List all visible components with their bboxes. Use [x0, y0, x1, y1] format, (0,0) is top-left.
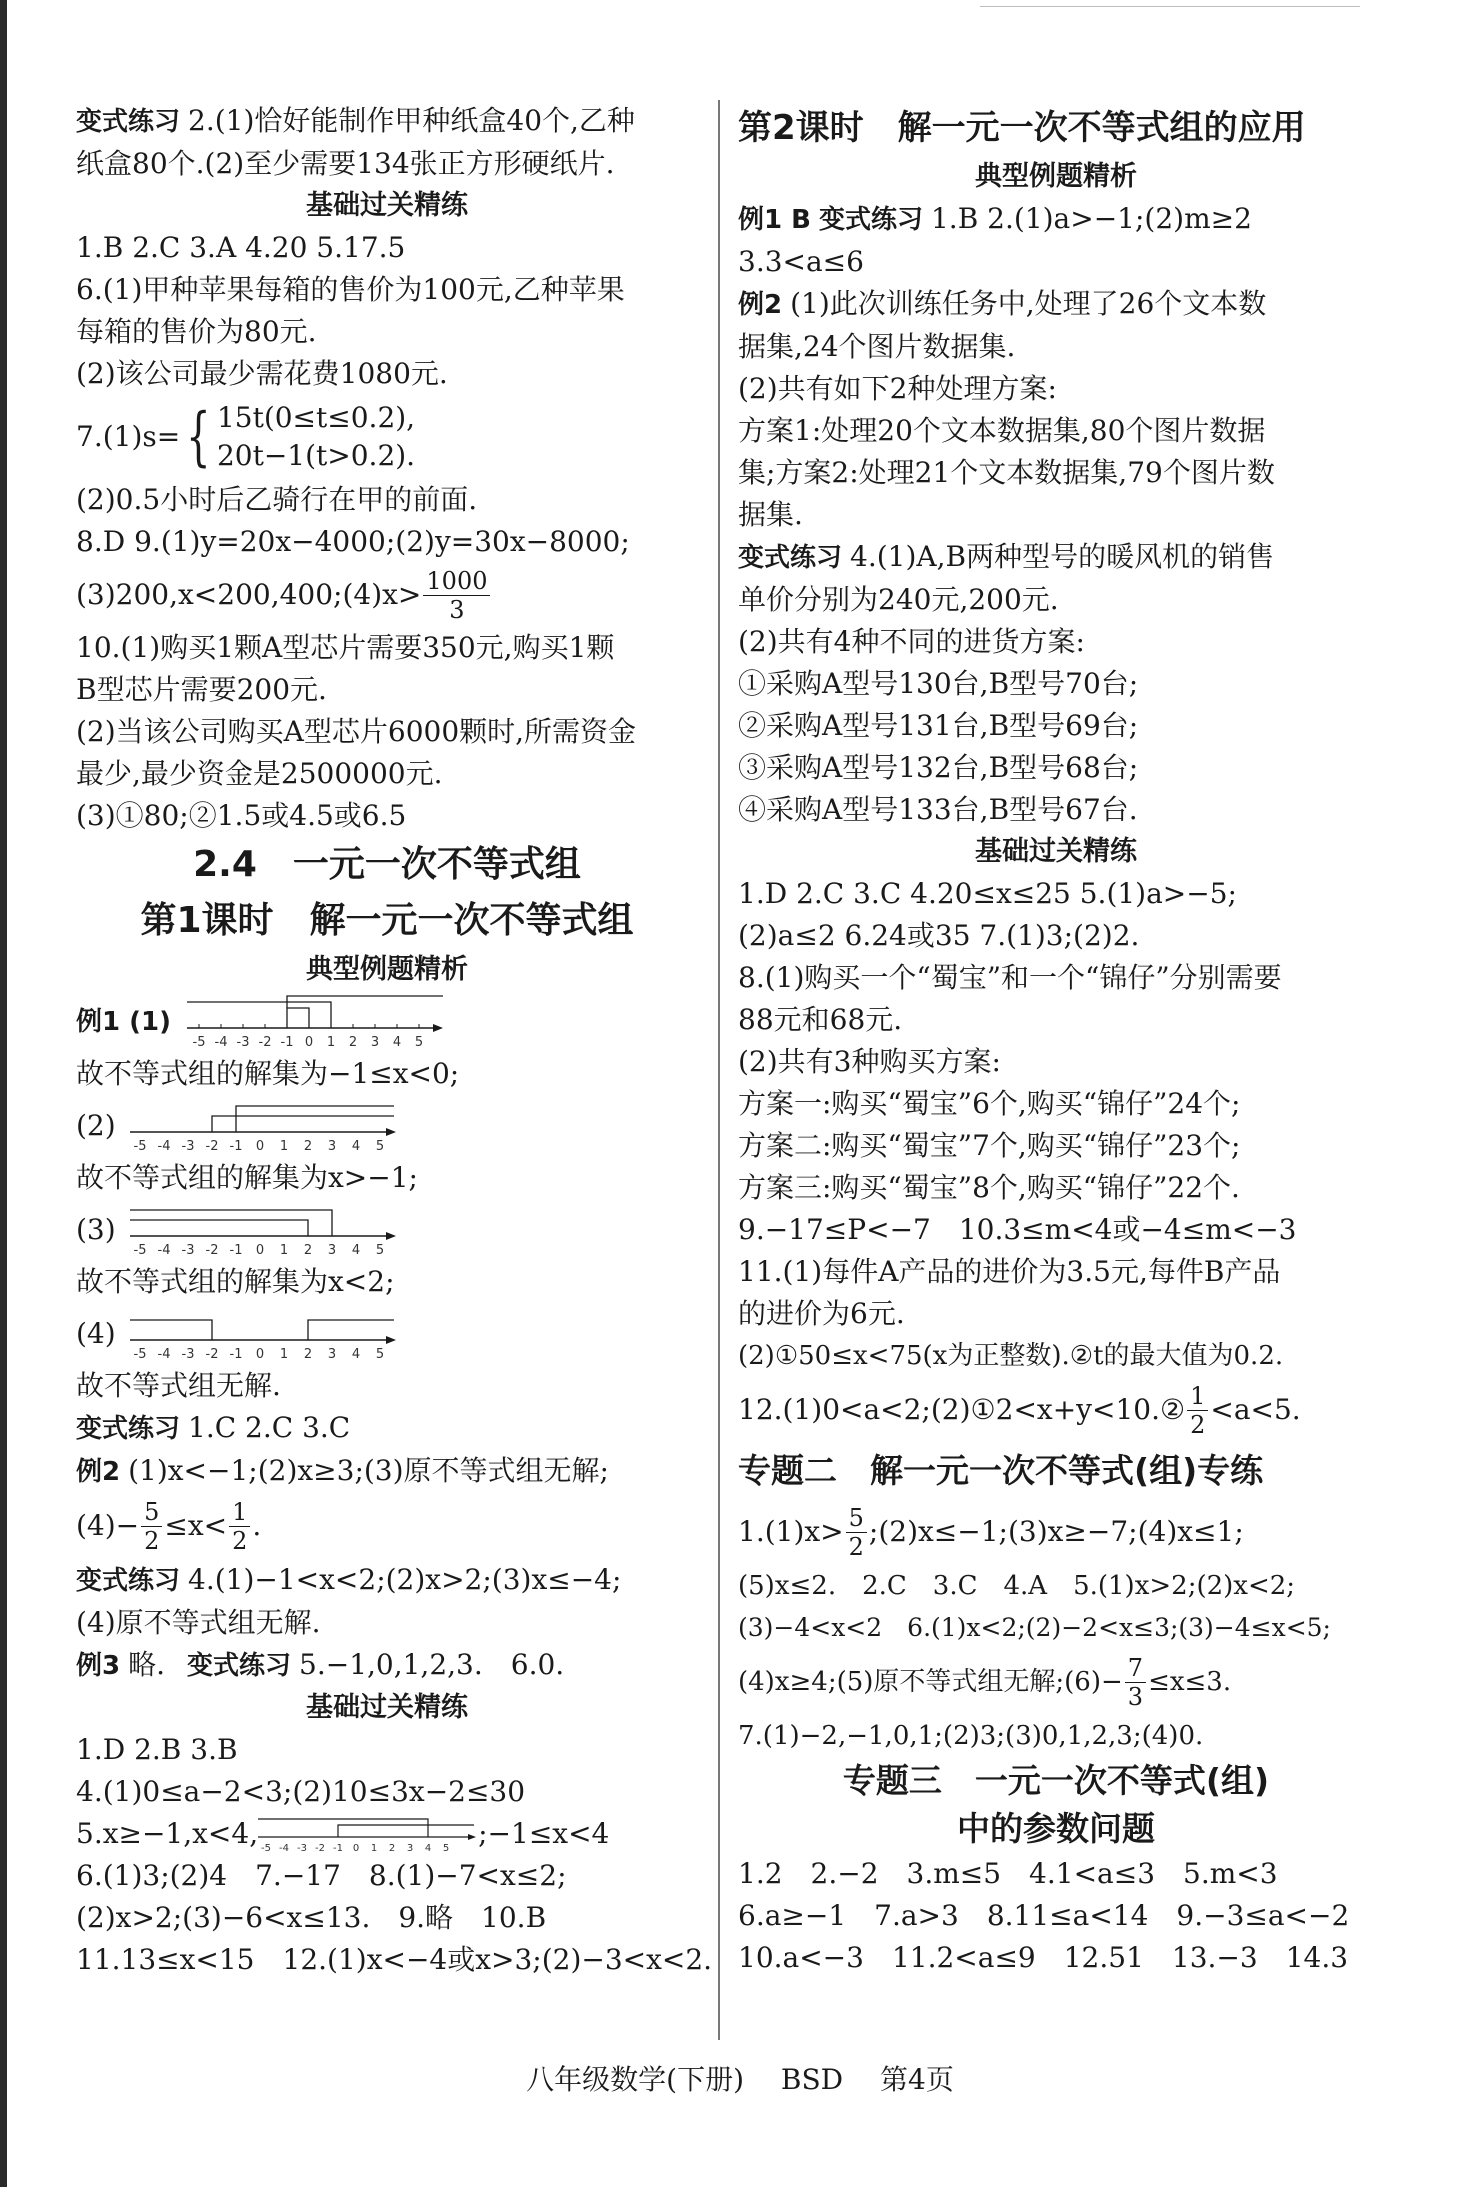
answer-line: 例3 略. 变式练习 5.−1,0,1,2,3. 6.0.: [76, 1648, 565, 1681]
tick-label: 2: [303, 1139, 312, 1154]
tick-label: 2: [303, 1243, 312, 1258]
tick-label: -4: [157, 1347, 171, 1362]
tick-label: -3: [181, 1139, 195, 1154]
footer-edition: BSD: [780, 2063, 844, 2096]
tick-label: -4: [279, 1843, 290, 1853]
number-line: [130, 1306, 400, 1362]
lesson-subtitle: 第1课时 解一元一次不等式组: [140, 900, 634, 941]
tick-label: 2: [348, 1035, 358, 1050]
answer-line: (3)200,x<200,400;(4)x> $\frac{1000}{3}$: [76, 563, 698, 627]
tick-label: -2: [205, 1347, 219, 1362]
tick-label: 5: [375, 1139, 384, 1154]
tick-label: -3: [181, 1347, 195, 1362]
answer-line: (2)共有3种购买方案:: [738, 1045, 1001, 1078]
number-line: [187, 994, 447, 1050]
tick-label: -4: [157, 1139, 171, 1154]
answer-line: 据集,24个图片数据集.: [738, 330, 1016, 363]
tick-label: 3: [327, 1139, 336, 1154]
tick-label: -2: [315, 1843, 326, 1853]
tick-label: -5: [133, 1243, 147, 1258]
tick-label: -4: [157, 1243, 171, 1258]
answer-line: 11.13≤x<15 12.(1)x<−4或x>3;(2)−3<x<2.: [76, 1943, 713, 1976]
footer-grade: 八年级数学(下册): [526, 2063, 744, 2096]
answer-line: 11.(1)每件A产品的进价为3.5元,每件B产品: [738, 1255, 1281, 1288]
answer-line: ②采购A型号131台,B型号69台;: [738, 709, 1139, 742]
answer-line: B型芯片需要200元.: [76, 673, 327, 706]
section-heading: 基础过关精练: [975, 836, 1137, 867]
tick-label: 4: [351, 1139, 360, 1154]
answer-line: 9.−17≤P<−7 10.3≤m<4或−4≤m<−3: [738, 1213, 1297, 1246]
example-1-part-1: 例1 (1) -5 -4 -3 -2 -1 0 1 2 3 4 5: [76, 991, 698, 1053]
tick-label: 5: [414, 1035, 424, 1050]
tick-label: 5: [375, 1243, 384, 1258]
tick-label: 0: [255, 1139, 264, 1154]
section-heading: 基础过关精练: [306, 190, 468, 221]
lesson-title: 第2课时 解一元一次不等式组的应用: [738, 108, 1306, 148]
tick-label: 2: [303, 1347, 312, 1362]
tick-label: 0: [255, 1347, 264, 1362]
tick-label: 4: [424, 1843, 432, 1853]
tick-label: 4: [392, 1035, 402, 1050]
tick-label: 3: [370, 1035, 380, 1050]
right-column: [738, 100, 1374, 1979]
topic-title: 专题三 一元一次不等式(组): [842, 1761, 1270, 1800]
answer-line: 1.B 2.C 3.A 4.20 5.17.5: [76, 231, 406, 264]
tick-label: 4: [351, 1347, 360, 1362]
answer-line: 故不等式组无解.: [76, 1369, 281, 1402]
answer-line: 纸盒80个.(2)至少需要134张正方形硬纸片.: [76, 147, 615, 180]
answer-line: 8.D 9.(1)y=20x−4000;(2)y=30x−8000;: [76, 525, 630, 558]
answer-line: (2)①50≤x<75(x为正整数).②t的最大值为0.2.: [738, 1341, 1284, 1371]
variant-practice-label: 变式练习: [76, 107, 181, 137]
answer-line: 方案1:处理20个文本数据集,80个图片数据: [738, 414, 1266, 447]
answer-line: (4)原不等式组无解.: [76, 1606, 321, 1639]
fraction: $\frac{7}{3}$: [1125, 1656, 1146, 1709]
tick-label: -3: [236, 1035, 250, 1050]
tick-label: 0: [304, 1035, 314, 1050]
answer-line: 的进价为6元.: [738, 1297, 905, 1330]
tick-label: 1: [279, 1347, 288, 1362]
answer-line: 1.D 2.B 3.B: [76, 1733, 238, 1766]
answer-line: 5.x≥−1,x<4, -5 -4 -3 -2 -1 0 1 2 3 4 5 ;−1≤x<4: [76, 1817, 610, 1853]
answer-line: (2)当该公司购买A型芯片6000颗时,所需资金: [76, 715, 637, 748]
tick-label: 1: [279, 1139, 288, 1154]
answer-line: 7.(1)−2,−1,0,1;(2)3;(3)0,1,2,3;(4)0.: [738, 1721, 1204, 1751]
answer-line: (2)0.5小时后乙骑行在甲的前面.: [76, 483, 478, 516]
tick-label: -1: [229, 1139, 243, 1154]
answer-line: 集;方案2:处理21个文本数据集,79个图片数: [738, 456, 1275, 489]
fraction: $\frac{5}{2}$: [846, 1506, 867, 1559]
answer-line: 12.(1)0<a<2;(2)①2<x+y<10.② $\frac{1}{2}$ <a<5.: [738, 1381, 1301, 1439]
answer-line: 1.D 2.C 3.C 4.20≤x≤25 5.(1)a>−5;: [738, 877, 1237, 910]
fraction: $\frac{5}{2}$: [141, 1500, 162, 1553]
tick-label: 1: [370, 1843, 378, 1853]
answer-line: 1.2 2.−2 3.m≤5 4.1<a≤3 5.m<3: [738, 1857, 1278, 1890]
answer-line: (4)− $\frac{5}{2}$ ≤x< $\frac{1}{2}$ .: [76, 1497, 262, 1555]
section-heading: 基础过关精练: [306, 1692, 468, 1723]
example-1-part-2: (2) -5 -4 -3 -2 -1 0 1 2 3 4 5: [76, 1095, 698, 1157]
tick-label: 2: [388, 1843, 396, 1853]
piecewise-cases: 15t(0≤t≤0.2), 20t−1(t>0.2).: [216, 401, 416, 472]
piecewise-answer: 7.(1)s= { 15t(0≤t≤0.2), 20t−1(t>0.2).: [76, 400, 416, 474]
example-1-part-3: (3) -5 -4 -3 -2 -1 0 1 2 3 4 5: [76, 1199, 698, 1261]
tick-label: -1: [333, 1843, 344, 1853]
tick-label: -2: [258, 1035, 272, 1050]
answer-line: (2)共有4种不同的进货方案:: [738, 625, 1085, 658]
section-heading: 典型例题精析: [306, 954, 468, 985]
answer-line: 8.(1)购买一个“蜀宝”和一个“锦仔”分别需要: [738, 961, 1282, 994]
answer-line: 88元和68元.: [738, 1003, 903, 1036]
answer-line: (4)x≥4;(5)原不等式组无解;(6)− $\frac{7}{3}$ ≤x≤3.: [738, 1653, 1232, 1711]
tick-label: -3: [297, 1843, 308, 1853]
fraction: $\frac{1}{2}$: [1187, 1384, 1208, 1437]
tick-label: -5: [261, 1843, 272, 1853]
answer-line: 4.(1)0≤a−2<3;(2)10≤3x−2≤30: [76, 1775, 526, 1808]
topic-title-line-2: 中的参数问题: [957, 1809, 1155, 1848]
answer-line: 10.(1)购买1颗A型芯片需要350元,购买1颗: [76, 631, 615, 664]
tick-label: 0: [255, 1243, 264, 1258]
answer-line: 6.(1)甲种苹果每箱的售价为100元,乙种苹果: [76, 273, 625, 306]
answer-line: 例2 (1)x<−1;(2)x≥3;(3)原不等式组无解;: [76, 1454, 609, 1487]
tick-label: -1: [229, 1347, 243, 1362]
page-number: 第4页: [880, 2063, 954, 2096]
answer-line: 3.3<a≤6: [738, 245, 864, 278]
answer-line: (2)该公司最少需花费1080元.: [76, 357, 448, 390]
answer-line: 1.(1)x> $\frac{5}{2}$ ;(2)x≤−1;(3)x≥−7;(4)x≤1;: [738, 1503, 1244, 1561]
answer-line: 故不等式组的解集为−1≤x<0;: [76, 1057, 460, 1090]
binding-edge: [0, 0, 7, 2187]
answer-line: 故不等式组的解集为x<2;: [76, 1265, 395, 1298]
page-footer: [0, 2058, 1480, 2098]
answer-line: 例1 B 变式练习 1.B 2.(1)a>−1;(2)m≥2: [738, 202, 1252, 235]
answer-line: 故不等式组的解集为x>−1;: [76, 1161, 418, 1194]
tick-label: -1: [229, 1243, 243, 1258]
tick-label: -3: [181, 1243, 195, 1258]
answer-line: 方案三:购买“蜀宝”8个,购买“锦仔”22个.: [738, 1171, 1240, 1204]
answer-line: 据集.: [738, 498, 803, 531]
number-line: [130, 1202, 400, 1258]
tick-label: 3: [327, 1347, 336, 1362]
answer-line: 方案一:购买“蜀宝”6个,购买“锦仔”24个;: [738, 1087, 1241, 1120]
tick-label: 4: [351, 1243, 360, 1258]
answer-line: 例2 (1)此次训练任务中,处理了26个文本数: [738, 287, 1267, 320]
answer-line: 变式练习 1.C 2.C 3.C: [76, 1411, 351, 1444]
tick-label: -4: [214, 1035, 228, 1050]
topic-title: 专题二 解一元一次不等式(组)专练: [738, 1451, 1264, 1490]
answer-line: (3)①80;②1.5或4.5或6.5: [76, 799, 407, 832]
answer-line: (2)x>2;(3)−6<x≤13. 9.略 10.B: [76, 1901, 547, 1934]
answer-line: (2)a≤2 6.24或35 7.(1)3;(2)2.: [738, 919, 1140, 952]
tick-label: -2: [205, 1139, 219, 1154]
answer-line: 最少,最少资金是2500000元.: [76, 757, 443, 790]
example-1-part-4: (4) -5 -4 -3 -2 -1 0 1 2 3 4 5: [76, 1303, 698, 1365]
tick-label: 1: [326, 1035, 336, 1050]
tick-label: -5: [133, 1347, 147, 1362]
left-column: [76, 100, 713, 1981]
answer-line: 变式练习 2.(1)恰好能制作甲种纸盒40个,乙种: [76, 104, 635, 137]
tick-label: -1: [280, 1035, 294, 1050]
answer-line: ③采购A型号132台,B型号68台;: [738, 751, 1139, 784]
brace-symbol: {: [186, 400, 211, 474]
top-rule: [980, 6, 1360, 7]
answer-line: 变式练习 4.(1)A,B两种型号的暖风机的销售: [738, 540, 1275, 573]
answer-line: (5)x≤2. 2.C 3.C 4.A 5.(1)x>2;(2)x<2;: [738, 1571, 1296, 1601]
tick-label: 3: [406, 1843, 414, 1853]
column-divider: [718, 100, 720, 2040]
answer-line: (2)共有如下2种处理方案:: [738, 372, 1057, 405]
fraction: $\frac{1000}{3}$: [423, 569, 490, 622]
number-line: [258, 1815, 478, 1853]
answer-line: ④采购A型号133台,B型号67台.: [738, 793, 1138, 826]
tick-label: 5: [375, 1347, 384, 1362]
answer-line: 10.a<−3 11.2<a≤9 12.51 13.−3 14.3: [738, 1941, 1349, 1974]
number-line: [130, 1098, 400, 1154]
answer-line: ①采购A型号130台,B型号70台;: [738, 667, 1139, 700]
tick-label: -5: [133, 1139, 147, 1154]
tick-label: 3: [327, 1243, 336, 1258]
tick-label: 5: [442, 1843, 450, 1853]
lesson-title: 2.4 一元一次不等式组: [193, 844, 581, 885]
answer-line: 方案二:购买“蜀宝”7个,购买“锦仔”23个;: [738, 1129, 1241, 1162]
tick-label: -5: [192, 1035, 206, 1050]
answer-line: 6.a≥−1 7.a>3 8.11≤a<14 9.−3≤a<−2: [738, 1899, 1350, 1932]
tick-label: -2: [205, 1243, 219, 1258]
answer-line: (3)−4<x<2 6.(1)x<2;(2)−2<x≤3;(3)−4≤x<5;: [738, 1613, 1331, 1642]
answer-line: 6.(1)3;(2)4 7.−17 8.(1)−7<x≤2;: [76, 1859, 567, 1892]
answer-line: 每箱的售价为80元.: [76, 315, 317, 348]
answer-line: 单价分别为240元,200元.: [738, 583, 1059, 616]
tick-label: 0: [352, 1843, 360, 1853]
section-heading: 典型例题精析: [975, 161, 1137, 192]
fraction: $\frac{1}{2}$: [229, 1500, 250, 1553]
answer-line: 变式练习 4.(1)−1<x<2;(2)x>2;(3)x≤−4;: [76, 1563, 622, 1596]
tick-label: 1: [279, 1243, 288, 1258]
